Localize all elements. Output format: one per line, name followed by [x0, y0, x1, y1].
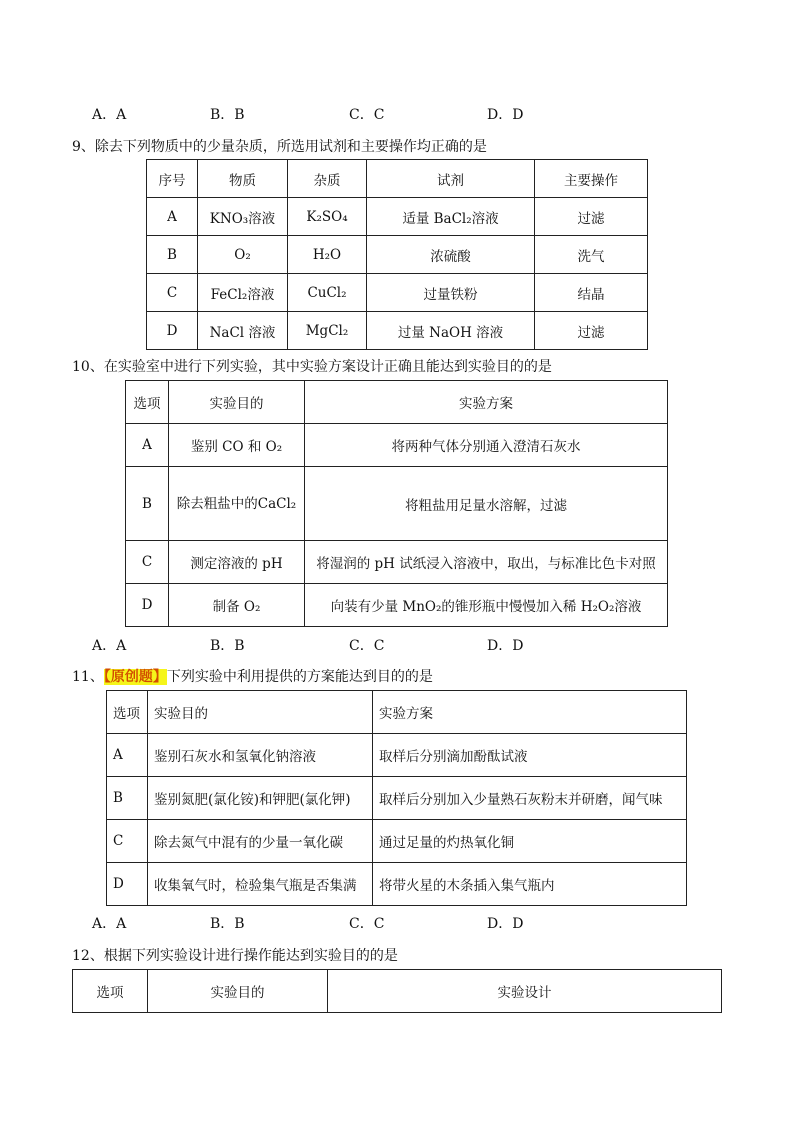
header-cell: 试剂	[367, 160, 535, 198]
header-cell: 选项	[107, 691, 148, 734]
table-cell: A	[107, 734, 148, 777]
table-cell: 过滤	[535, 198, 648, 236]
table-row	[107, 863, 687, 906]
header-cell: 序号	[147, 160, 198, 198]
header-cell: 杂质	[288, 160, 367, 198]
q11-stem-line	[72, 666, 433, 686]
table-cell: A	[126, 424, 169, 467]
header-cell: 主要操作	[535, 160, 648, 198]
table-row	[147, 312, 648, 350]
header-cell: 实验目的	[169, 381, 305, 424]
table-cell: C	[147, 274, 198, 312]
table-cell: A	[147, 198, 198, 236]
q12-table	[72, 969, 722, 1013]
q11-options	[92, 913, 592, 933]
q10-option-a: A．A	[92, 638, 127, 654]
table-header-row	[126, 381, 668, 424]
table-cell: 将湿润的 pH 试纸浸入溶液中，取出，与标准比色卡对照	[305, 541, 668, 584]
q11-option-c: C．C	[349, 916, 385, 932]
table-cell: MgCl₂	[288, 312, 367, 350]
table-row	[147, 236, 648, 274]
table-cell: 浓硫酸	[367, 236, 535, 274]
table-row	[147, 274, 648, 312]
q9-stem: 9、除去下列物质中的少量杂质，所选用试剂和主要操作均正确的是	[72, 139, 487, 155]
q9-table	[146, 159, 648, 350]
table-cell: 将两种气体分别通入澄清石灰水	[305, 424, 668, 467]
original-question-tag: 【原创题】	[103, 669, 167, 685]
header-cell: 实验目的	[148, 970, 328, 1013]
table-cell: 鉴别氮肥(氯化铵)和钾肥(氯化钾)	[148, 777, 373, 820]
table-row	[107, 820, 687, 863]
table-cell: 通过足量的灼热氧化铜	[373, 820, 687, 863]
table-header-row	[147, 160, 648, 198]
table-cell: B	[126, 467, 169, 541]
table-cell: 结晶	[535, 274, 648, 312]
table-cell: C	[107, 820, 148, 863]
q8-option-b: B．B	[210, 107, 245, 123]
table-header-row	[107, 691, 687, 734]
table-cell: 过滤	[535, 312, 648, 350]
q11-option-d: D．D	[487, 916, 524, 932]
table-cell: 向装有少量 MnO₂的锥形瓶中慢慢加入稀 H₂O₂溶液	[305, 584, 668, 627]
table-cell: 取样后分别加入少量熟石灰粉末并研磨，闻气味	[373, 777, 687, 820]
q11-option-b: B．B	[210, 916, 245, 932]
q10-options	[92, 635, 592, 655]
table-cell: 收集氧气时，检验集气瓶是否集满	[148, 863, 373, 906]
table-cell: 将粗盐用足量水溶解，过滤	[305, 467, 668, 541]
table-cell: 测定溶液的 pH	[169, 541, 305, 584]
table-cell: K₂SO₄	[288, 198, 367, 236]
header-cell: 选项	[73, 970, 148, 1013]
table-row	[126, 467, 668, 541]
table-row	[126, 584, 668, 627]
table-cell: 鉴别 CO 和 O₂	[169, 424, 305, 467]
table-cell: C	[126, 541, 169, 584]
q12-stem: 12、根据下列实验设计进行操作能达到实验目的的是	[72, 948, 398, 964]
q11-stem: 下列实验中利用提供的方案能达到目的的是	[166, 669, 433, 685]
header-cell: 实验目的	[148, 691, 373, 734]
table-cell: NaCl 溶液	[198, 312, 288, 350]
table-cell: O₂	[198, 236, 288, 274]
q10-table	[125, 380, 668, 627]
q8-option-c: C．C	[349, 107, 385, 123]
q10-option-c: C．C	[349, 638, 385, 654]
header-cell: 实验方案	[373, 691, 687, 734]
q10-option-d: D．D	[487, 638, 524, 654]
table-cell: 鉴别石灰水和氢氧化钠溶液	[148, 734, 373, 777]
q8-option-d: D．D	[487, 107, 524, 123]
header-cell: 选项	[126, 381, 169, 424]
table-row	[107, 777, 687, 820]
table-cell: FeCl₂溶液	[198, 274, 288, 312]
q10-option-b: B．B	[210, 638, 245, 654]
table-row	[126, 541, 668, 584]
table-cell: CuCl₂	[288, 274, 367, 312]
table-cell: 过量 NaOH 溶液	[367, 312, 535, 350]
q10-stem: 10、在实验室中进行下列实验，其中实验方案设计正确且能达到实验目的的是	[72, 359, 552, 375]
table-cell: 将带火星的木条插入集气瓶内	[373, 863, 687, 906]
header-cell: 实验设计	[328, 970, 722, 1013]
header-cell: 实验方案	[305, 381, 668, 424]
table-cell: 除去粗盐中的CaCl₂	[169, 467, 305, 541]
table-header-row	[73, 970, 722, 1013]
q11-table	[106, 690, 687, 906]
q8-option-a: A．A	[92, 107, 127, 123]
q8-options	[92, 104, 592, 124]
table-cell: 过量铁粉	[367, 274, 535, 312]
table-cell: B	[107, 777, 148, 820]
q11-option-a: A．A	[92, 916, 127, 932]
table-cell: B	[147, 236, 198, 274]
table-row	[107, 734, 687, 777]
table-cell: KNO₃溶液	[198, 198, 288, 236]
table-cell: D	[126, 584, 169, 627]
table-cell: 适量 BaCl₂溶液	[367, 198, 535, 236]
table-cell: 制备 O₂	[169, 584, 305, 627]
table-cell: 取样后分别滴加酚酞试液	[373, 734, 687, 777]
header-cell: 物质	[198, 160, 288, 198]
table-cell: D	[107, 863, 148, 906]
table-cell: 除去氮气中混有的少量一氧化碳	[148, 820, 373, 863]
table-cell: 洗气	[535, 236, 648, 274]
table-row	[126, 424, 668, 467]
table-cell: H₂O	[288, 236, 367, 274]
q11-number: 11、	[72, 669, 104, 685]
table-row	[147, 198, 648, 236]
table-cell: D	[147, 312, 198, 350]
